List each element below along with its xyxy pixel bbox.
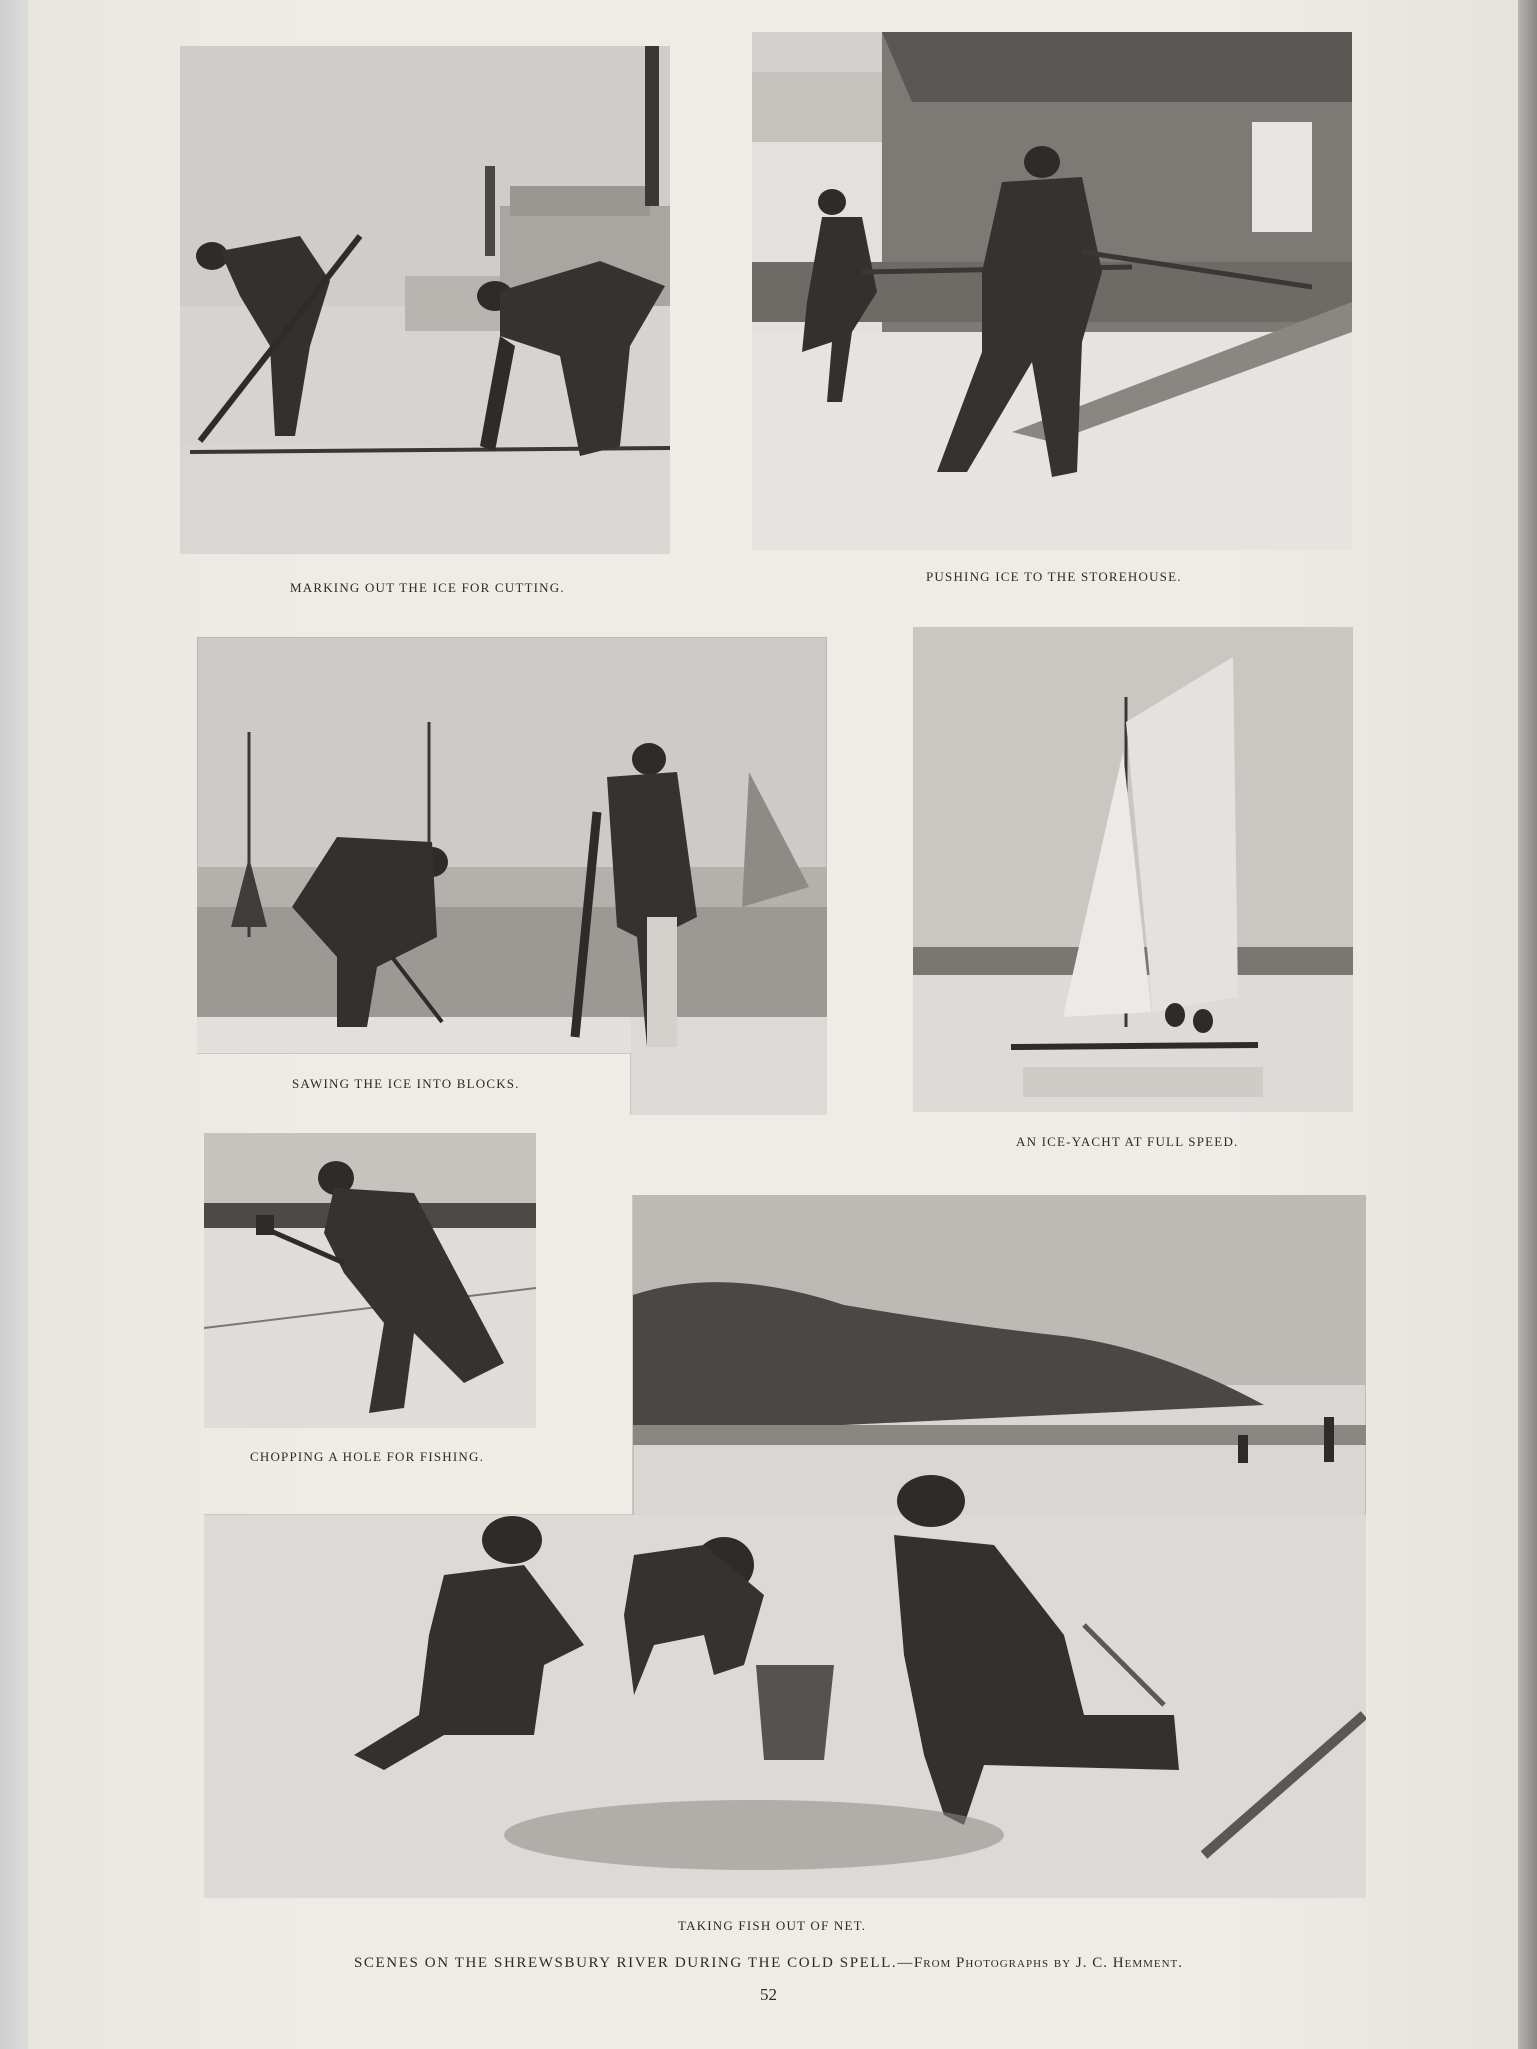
caption-pushing: PUSHING ICE TO THE STOREHOUSE. — [926, 569, 1182, 584]
page-left-margin — [0, 0, 28, 2049]
page-number: 52 — [760, 1985, 777, 2004]
caption-fish: TAKING FISH OUT OF NET. — [678, 1918, 867, 1933]
photo-marking-ice — [180, 46, 670, 554]
photo-taking-fish — [204, 1195, 1366, 1898]
page-title-line — [0, 1955, 1537, 1972]
caption-chopping: CHOPPING A HOLE FOR FISHING. — [250, 1449, 485, 1464]
photo-ice-yacht — [913, 627, 1353, 1112]
photo-credit: From Photographs by J. C. Hemment. — [913, 1955, 1184, 1971]
caption-yacht: AN ICE-YACHT AT FULL SPEED. — [1016, 1134, 1239, 1149]
page-right-edge — [1518, 0, 1537, 2049]
page-title: SCENES ON THE SHREWSBURY RIVER DURING THE COLD SPELL.— — [353, 1955, 914, 1971]
caption-sawing: SAWING THE ICE INTO BLOCKS. — [292, 1076, 520, 1091]
photo-pushing-ice — [752, 32, 1352, 550]
photo-sawing-ice — [197, 637, 827, 1115]
caption-marking: MARKING OUT THE ICE FOR CUTTING. — [290, 580, 565, 595]
